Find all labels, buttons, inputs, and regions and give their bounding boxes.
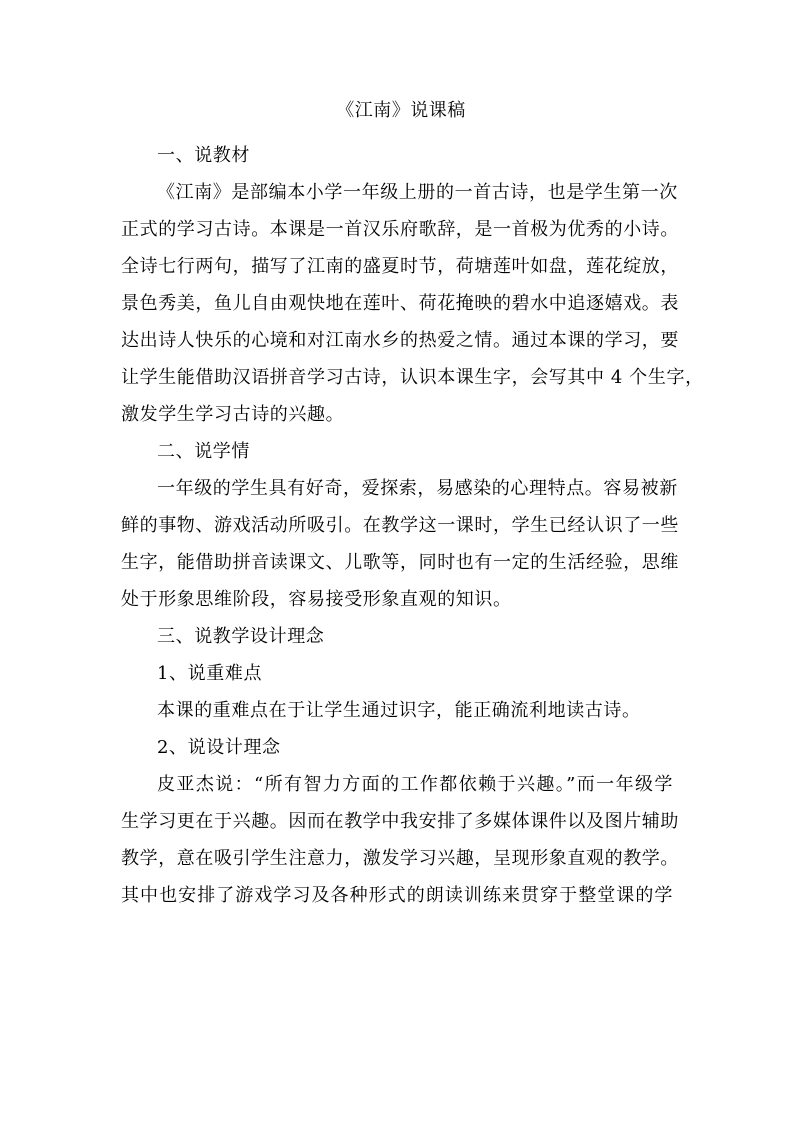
paragraph-line: 景色秀美，鱼儿自由观快地在莲叶、荷花掩映的碧水中追逐嬉戏。表 [121,293,679,314]
paragraph-line: 正式的学习古诗。本课是一首汉乐府歌辞，是一首极为优秀的小诗。 [121,219,679,240]
paragraph-line: 《江南》是部编本小学一年级上册的一首古诗，也是学生第一次 [157,182,678,203]
paragraph-teaching-material [121,174,704,433]
paragraph-line: 鲜的事物、游戏活动所吸引。在教学这一课时，学生已经认识了一些 [121,515,679,536]
paragraph-line: 激发学生学习古诗的兴趣。 [121,404,345,425]
paragraph-line: 让学生能借助汉语拼音学习古诗，认识本课生字，会写其中 4 个生字， [121,367,704,388]
section-heading-teaching-material: 一、说教材 [157,145,250,166]
paragraph-line: 教学，意在吸引学生注意力，激发学习兴趣，呈现形象直观的教学。 [121,848,679,869]
section-heading-student-analysis: 二、说学情 [157,441,250,462]
document-title: 《江南》说课稿 [336,100,466,121]
paragraph-student-analysis [121,470,681,618]
paragraph-line: 本课的重难点在于让学生通过识字，能正确流利地读古诗。 [157,700,641,721]
paragraph-line: 全诗七行两句，描写了江南的盛夏时节，荷塘莲叶如盘，莲花绽放， [121,256,679,277]
paragraph-line: 皮亚杰说：“所有智力方面的工作都依赖于兴趣。”而一年级学 [157,774,673,795]
document-page [121,100,704,914]
paragraph-line: 处于形象思维阶段，容易接受形象直观的知识。 [121,589,512,610]
subsection-heading-design-rationale: 2、说设计理念 [157,737,281,758]
paragraph-line: 达出诗人快乐的心境和对江南水乡的热爱之情。通过本课的学习，要 [121,330,679,351]
paragraph-line: 生字，能借助拼音读课文、儿歌等，同时也有一定的生活经验，思维 [121,552,679,573]
paragraph-line: 其中也安排了游戏学习及各种形式的朗读训练来贯穿于整堂课的学 [121,885,673,906]
paragraph-line: 一年级的学生具有好奇，爱探索，易感染的心理特点。容易被新 [157,478,678,499]
paragraph-design-rationale [121,766,681,914]
paragraph-key-points [121,692,681,729]
section-heading-design-concept: 三、说教学设计理念 [157,626,325,647]
paragraph-line: 生学习更在于兴趣。因而在教学中我安排了多媒体课件以及图片辅助 [121,811,679,832]
subsection-heading-key-points: 1、说重难点 [157,663,263,684]
